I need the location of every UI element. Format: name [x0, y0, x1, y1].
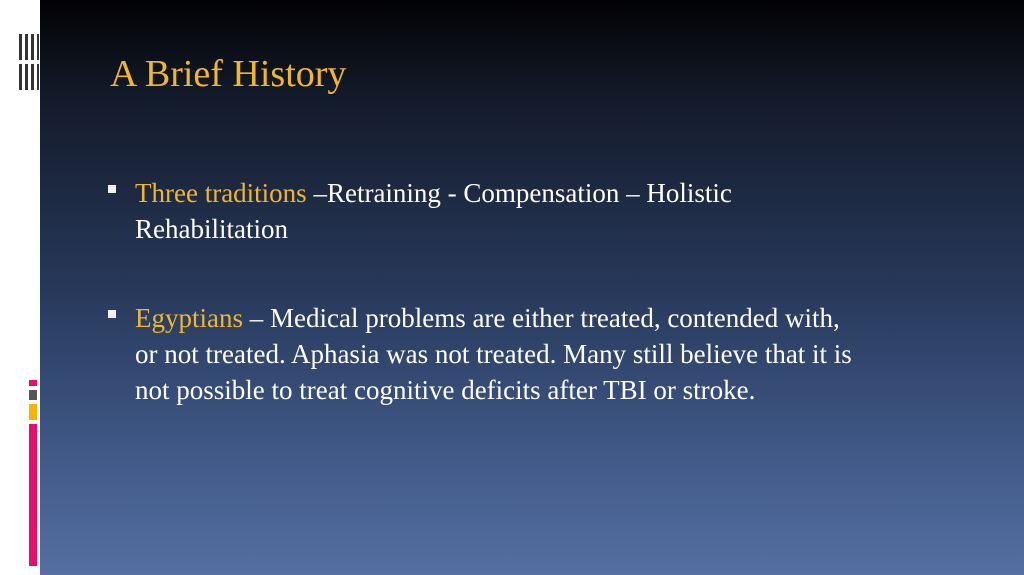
accent-block-gray [29, 390, 37, 400]
slide-canvas [40, 0, 1024, 575]
bullet-item-traditions [135, 175, 855, 247]
left-decoration-strip [0, 0, 40, 575]
accent-bar-magenta [29, 424, 37, 566]
bullet-item-egyptians [135, 300, 855, 408]
bullet-text: –Retraining - Compensation – Holistic Rehabilitation [135, 178, 732, 244]
bullet-square-icon [108, 175, 118, 211]
slide-title: A Brief History [110, 53, 347, 95]
bullet-text: – Medical problems are either treated, contended with, or not treated. Aphasia was not treated. Many still believe that it is not possible to treat cognitive deficits after TBI or stroke. [135, 303, 852, 405]
bullet-highlight: Three traditions [135, 178, 307, 208]
bullet-highlight: Egyptians [135, 303, 243, 333]
barcode-stripes-icon [19, 34, 39, 90]
accent-block-yellow [29, 404, 37, 420]
bullet-square-icon [108, 300, 118, 336]
accent-block-magenta-top [29, 380, 37, 386]
